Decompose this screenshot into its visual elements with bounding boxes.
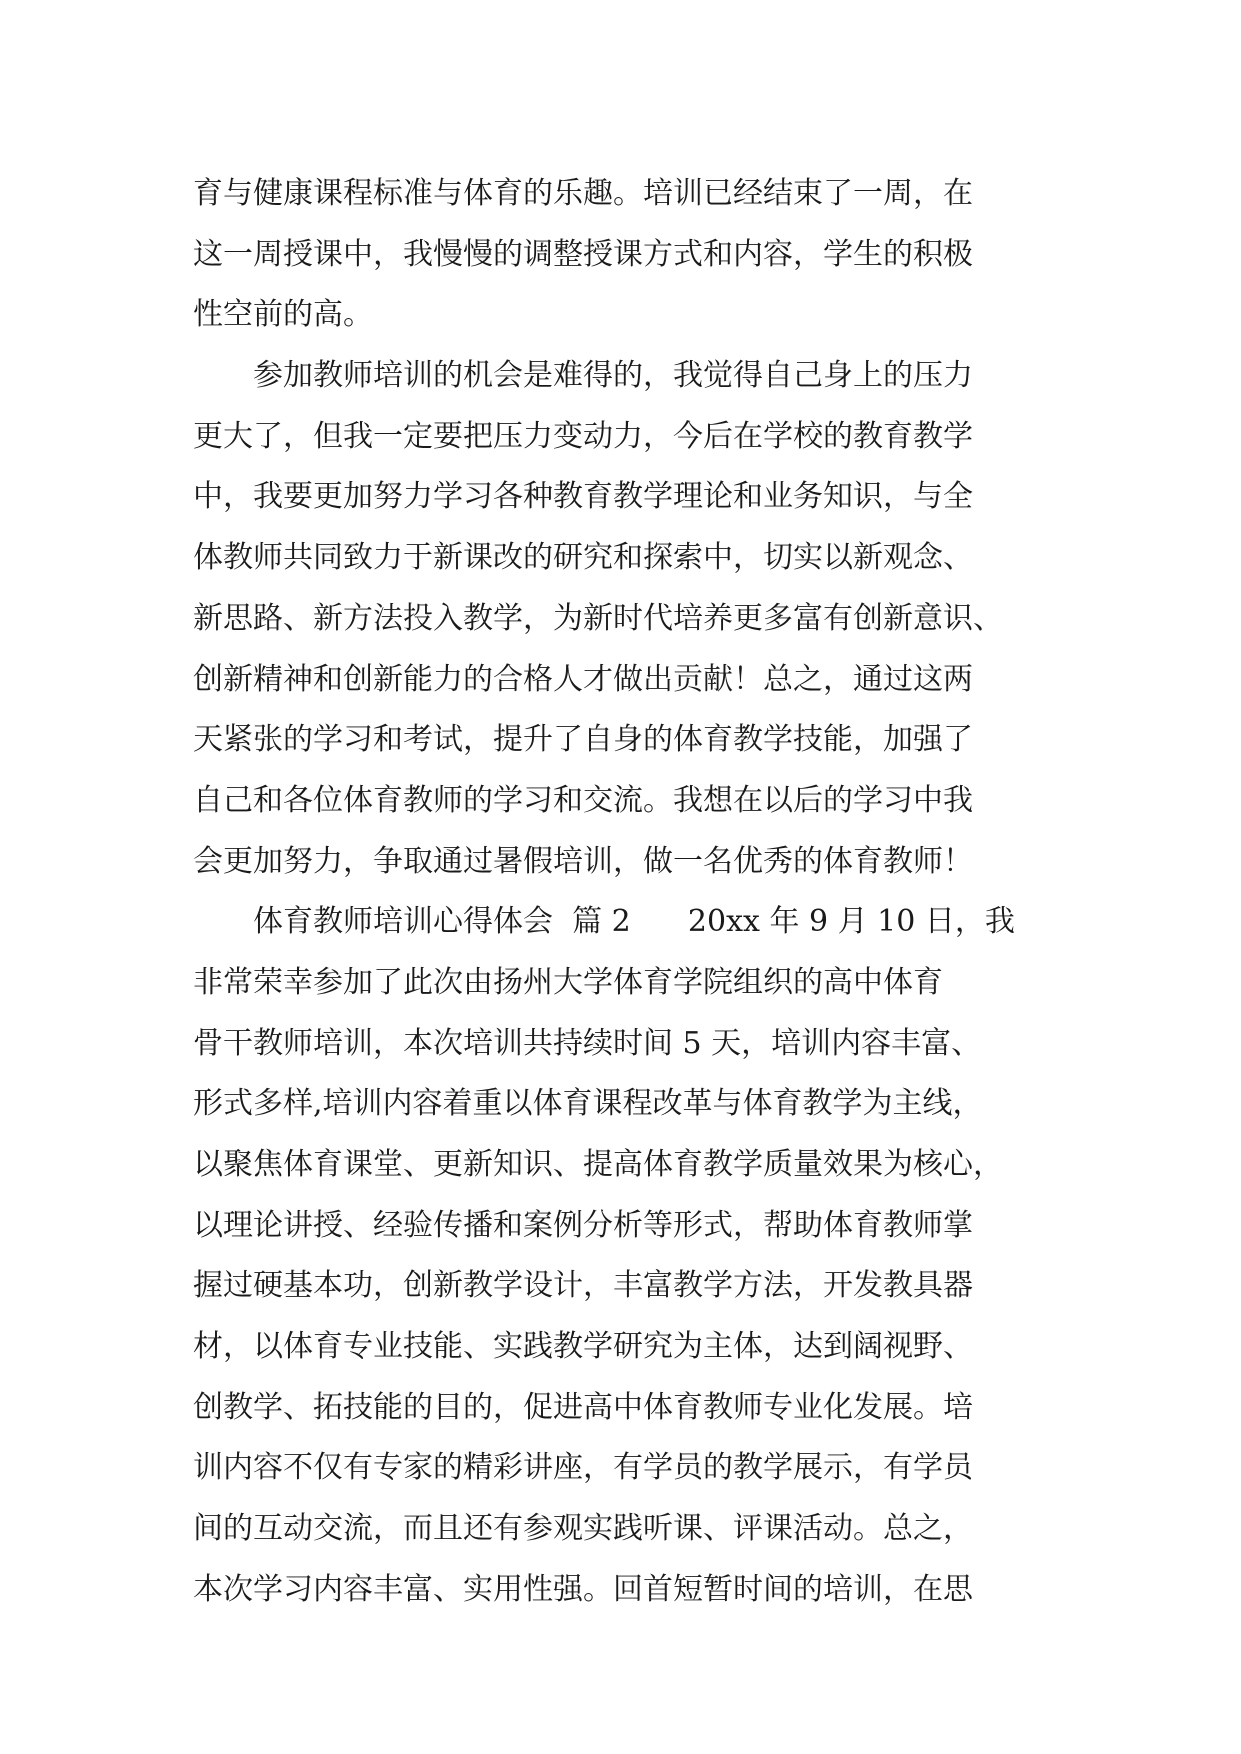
- text-line: 骨干教师培训，本次培训共持续时间 5 天，培训内容丰富、: [193, 1025, 982, 1061]
- text-line: 育与健康课程标准与体育的乐趣。培训已经结束了一周，在: [193, 176, 973, 211]
- text-line: 自己和各位体育教师的学习和交流。我想在以后的学习中我: [193, 782, 973, 818]
- text-line: 天紧张的学习和考试，提升了自身的体育教学技能，加强了: [193, 722, 973, 758]
- text-line: 本次学习内容丰富、实用性强。回首短暂时间的培训，在思: [193, 1571, 973, 1607]
- text-line: 材，以体育专业技能、实践教学研究为主体，达到阔视野、: [193, 1329, 973, 1365]
- text-line: 间的互动交流，而且还有参观实践听课、评课活动。总之，: [193, 1511, 973, 1547]
- text-line: 体教师共同致力于新课改的研究和探索中，切实以新观念、: [193, 540, 973, 576]
- text-line: 形式多样,培训内容着重以体育课程改革与体育教学为主线，: [193, 1086, 983, 1122]
- text-line: 这一周授课中，我慢慢的调整授课方式和内容，学生的积极: [193, 236, 973, 272]
- body-text: [193, 164, 1073, 1621]
- text-line: 会更加努力，争取通过暑假培训，做一名优秀的体育教师！: [193, 843, 973, 879]
- text-line: 非常荣幸参加了此次由扬州大学体育学院组织的高中体育: [193, 964, 943, 1000]
- text-line: 以聚焦体育课堂、更新知识、提高体育教学质量效果为核心，: [193, 1147, 1003, 1182]
- text-line: 参加教师培训的机会是难得的，我觉得自己身上的压力: [193, 358, 973, 394]
- text-line: 中，我要更加努力学习各种教育教学理论和业务知识，与全: [193, 479, 973, 515]
- text-line: 更大了，但我一定要把压力变动力，今后在学校的教育教学: [193, 418, 973, 454]
- text-line: 新思路、新方法投入教学，为新时代培养更多富有创新意识、: [193, 600, 1003, 636]
- text-line: 性空前的高。: [193, 297, 373, 333]
- text-line: 握过硬基本功，创新教学设计，丰富教学方法，开发教具器: [193, 1268, 973, 1304]
- text-line: 创教学、拓技能的目的，促进高中体育教师专业化发展。培: [193, 1389, 973, 1425]
- text-line: 以理论讲授、经验传播和案例分析等形式，帮助体育教师掌: [193, 1207, 973, 1243]
- text-line: 创新精神和创新能力的合格人才做出贡献！总之，通过这两: [193, 661, 973, 697]
- section-heading-line: 体育教师培训心得体会 篇 2 20xx 年 9 月 10 日，我: [193, 904, 1015, 940]
- text-line: 训内容不仅有专家的精彩讲座，有学员的教学展示，有学员: [193, 1450, 973, 1486]
